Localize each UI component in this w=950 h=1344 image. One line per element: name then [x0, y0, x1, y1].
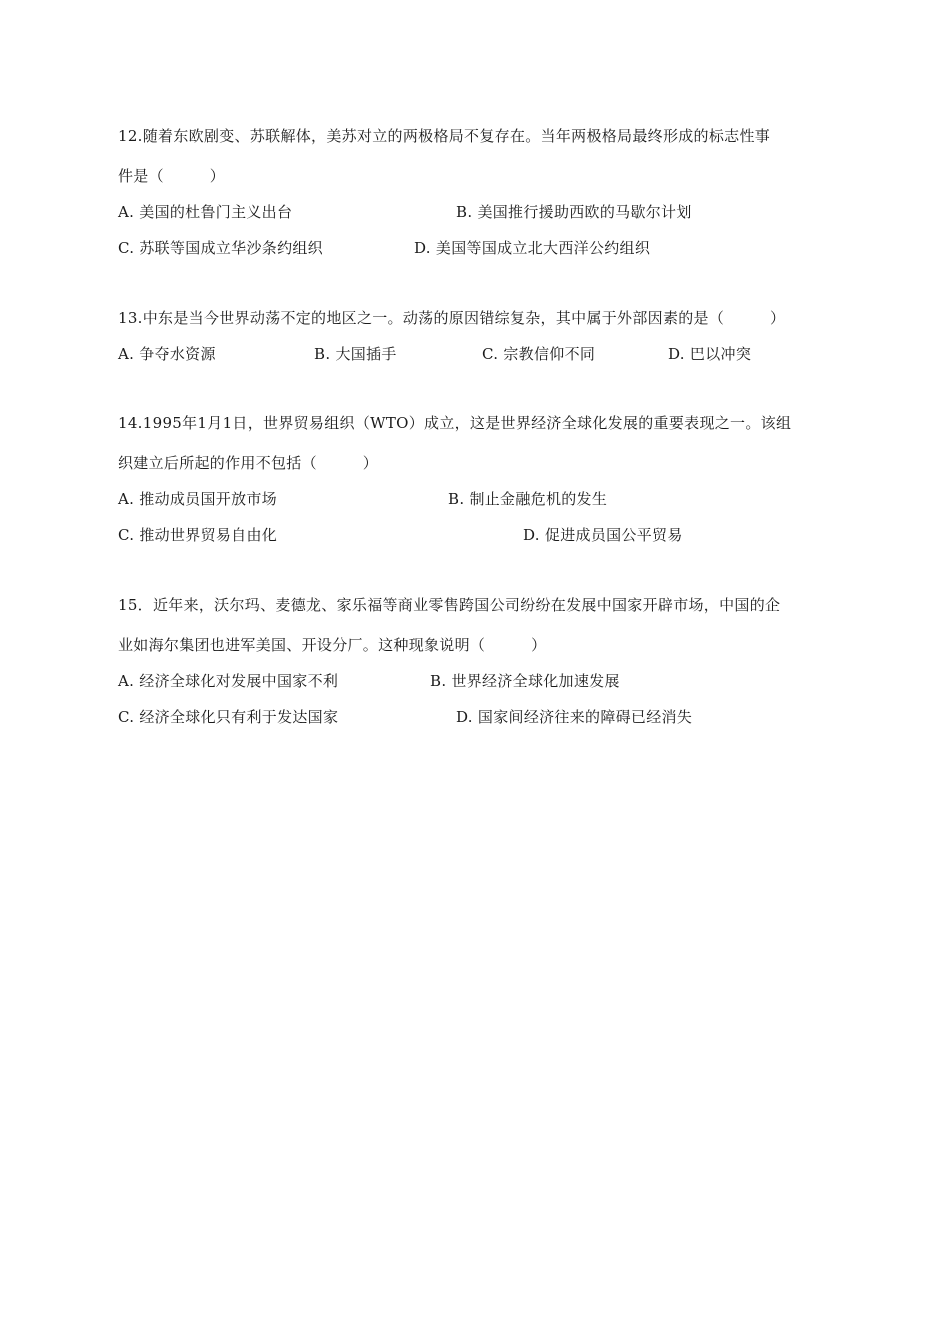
question-15 — [118, 587, 838, 735]
question-14-option-c: C. 推动世界贸易自由化 — [118, 526, 278, 544]
question-15-stem-line1: 15．近年来，沃尔玛、麦德龙、家乐福等商业零售跨国公司纷纷在发展中国家开辟市场，中国的企 — [118, 596, 781, 614]
question-15-options-row1 — [118, 663, 838, 699]
question-14-options-row2 — [118, 517, 838, 553]
question-14-option-a: A. 推动成员国开放市场 — [118, 490, 277, 508]
question-12-option-d: D. 美国等国成立北大西洋公约组织 — [414, 239, 651, 257]
question-12 — [118, 118, 838, 266]
question-14-option-b: B. 制止金融危机的发生 — [448, 490, 608, 508]
question-12-stem-line2: 件是（ ） — [118, 167, 226, 185]
question-12-option-a: A. 美国的杜鲁门主义出台 — [118, 203, 293, 221]
question-15-options-row2 — [118, 699, 838, 735]
question-12-options-row2 — [118, 230, 838, 266]
question-15-option-a: A. 经济全球化对发展中国家不利 — [118, 672, 339, 690]
question-12-options-row1 — [118, 194, 838, 230]
question-12-option-b: B. 美国推行援助西欧的马歇尔计划 — [456, 203, 692, 221]
question-14-stem-line1: 14.1995年1月1日，世界贸易组织（WTO）成立，这是世界经济全球化发展的重要表现之一。该组 — [118, 414, 792, 432]
question-15-option-b: B. 世界经济全球化加速发展 — [430, 672, 620, 690]
question-14 — [118, 405, 838, 553]
question-13 — [118, 300, 838, 372]
question-14-options-row1 — [118, 481, 838, 517]
question-14-stem-line2: 织建立后所起的作用不包括（ ） — [118, 454, 379, 472]
question-13-stem-line1: 13.中东是当今世界动荡不定的地区之一。动荡的原因错综复杂，其中属于外部因素的是（ ） — [118, 309, 786, 327]
question-12-stem-line1: 12.随着东欧剧变、苏联解体，美苏对立的两极格局不复存在。当年两极格局最终形成的标志性事 — [118, 127, 771, 145]
question-13-option-a: A. 争夺水资源 — [118, 345, 216, 363]
question-13-option-b: B. 大国插手 — [314, 345, 397, 363]
question-13-options-row — [118, 336, 838, 372]
question-13-option-c: C. 宗教信仰不同 — [482, 345, 596, 363]
question-15-stem-line2: 业如海尔集团也进军美国、开设分厂。这种现象说明（ ） — [118, 636, 547, 654]
question-14-option-d: D. 促进成员国公平贸易 — [523, 526, 683, 544]
question-15-option-d: D. 国家间经济往来的障碍已经消失 — [456, 708, 693, 726]
question-12-option-c: C. 苏联等国成立华沙条约组织 — [118, 239, 323, 257]
question-13-option-d: D. 巴以冲突 — [668, 345, 752, 363]
question-15-option-c: C. 经济全球化只有利于发达国家 — [118, 708, 339, 726]
